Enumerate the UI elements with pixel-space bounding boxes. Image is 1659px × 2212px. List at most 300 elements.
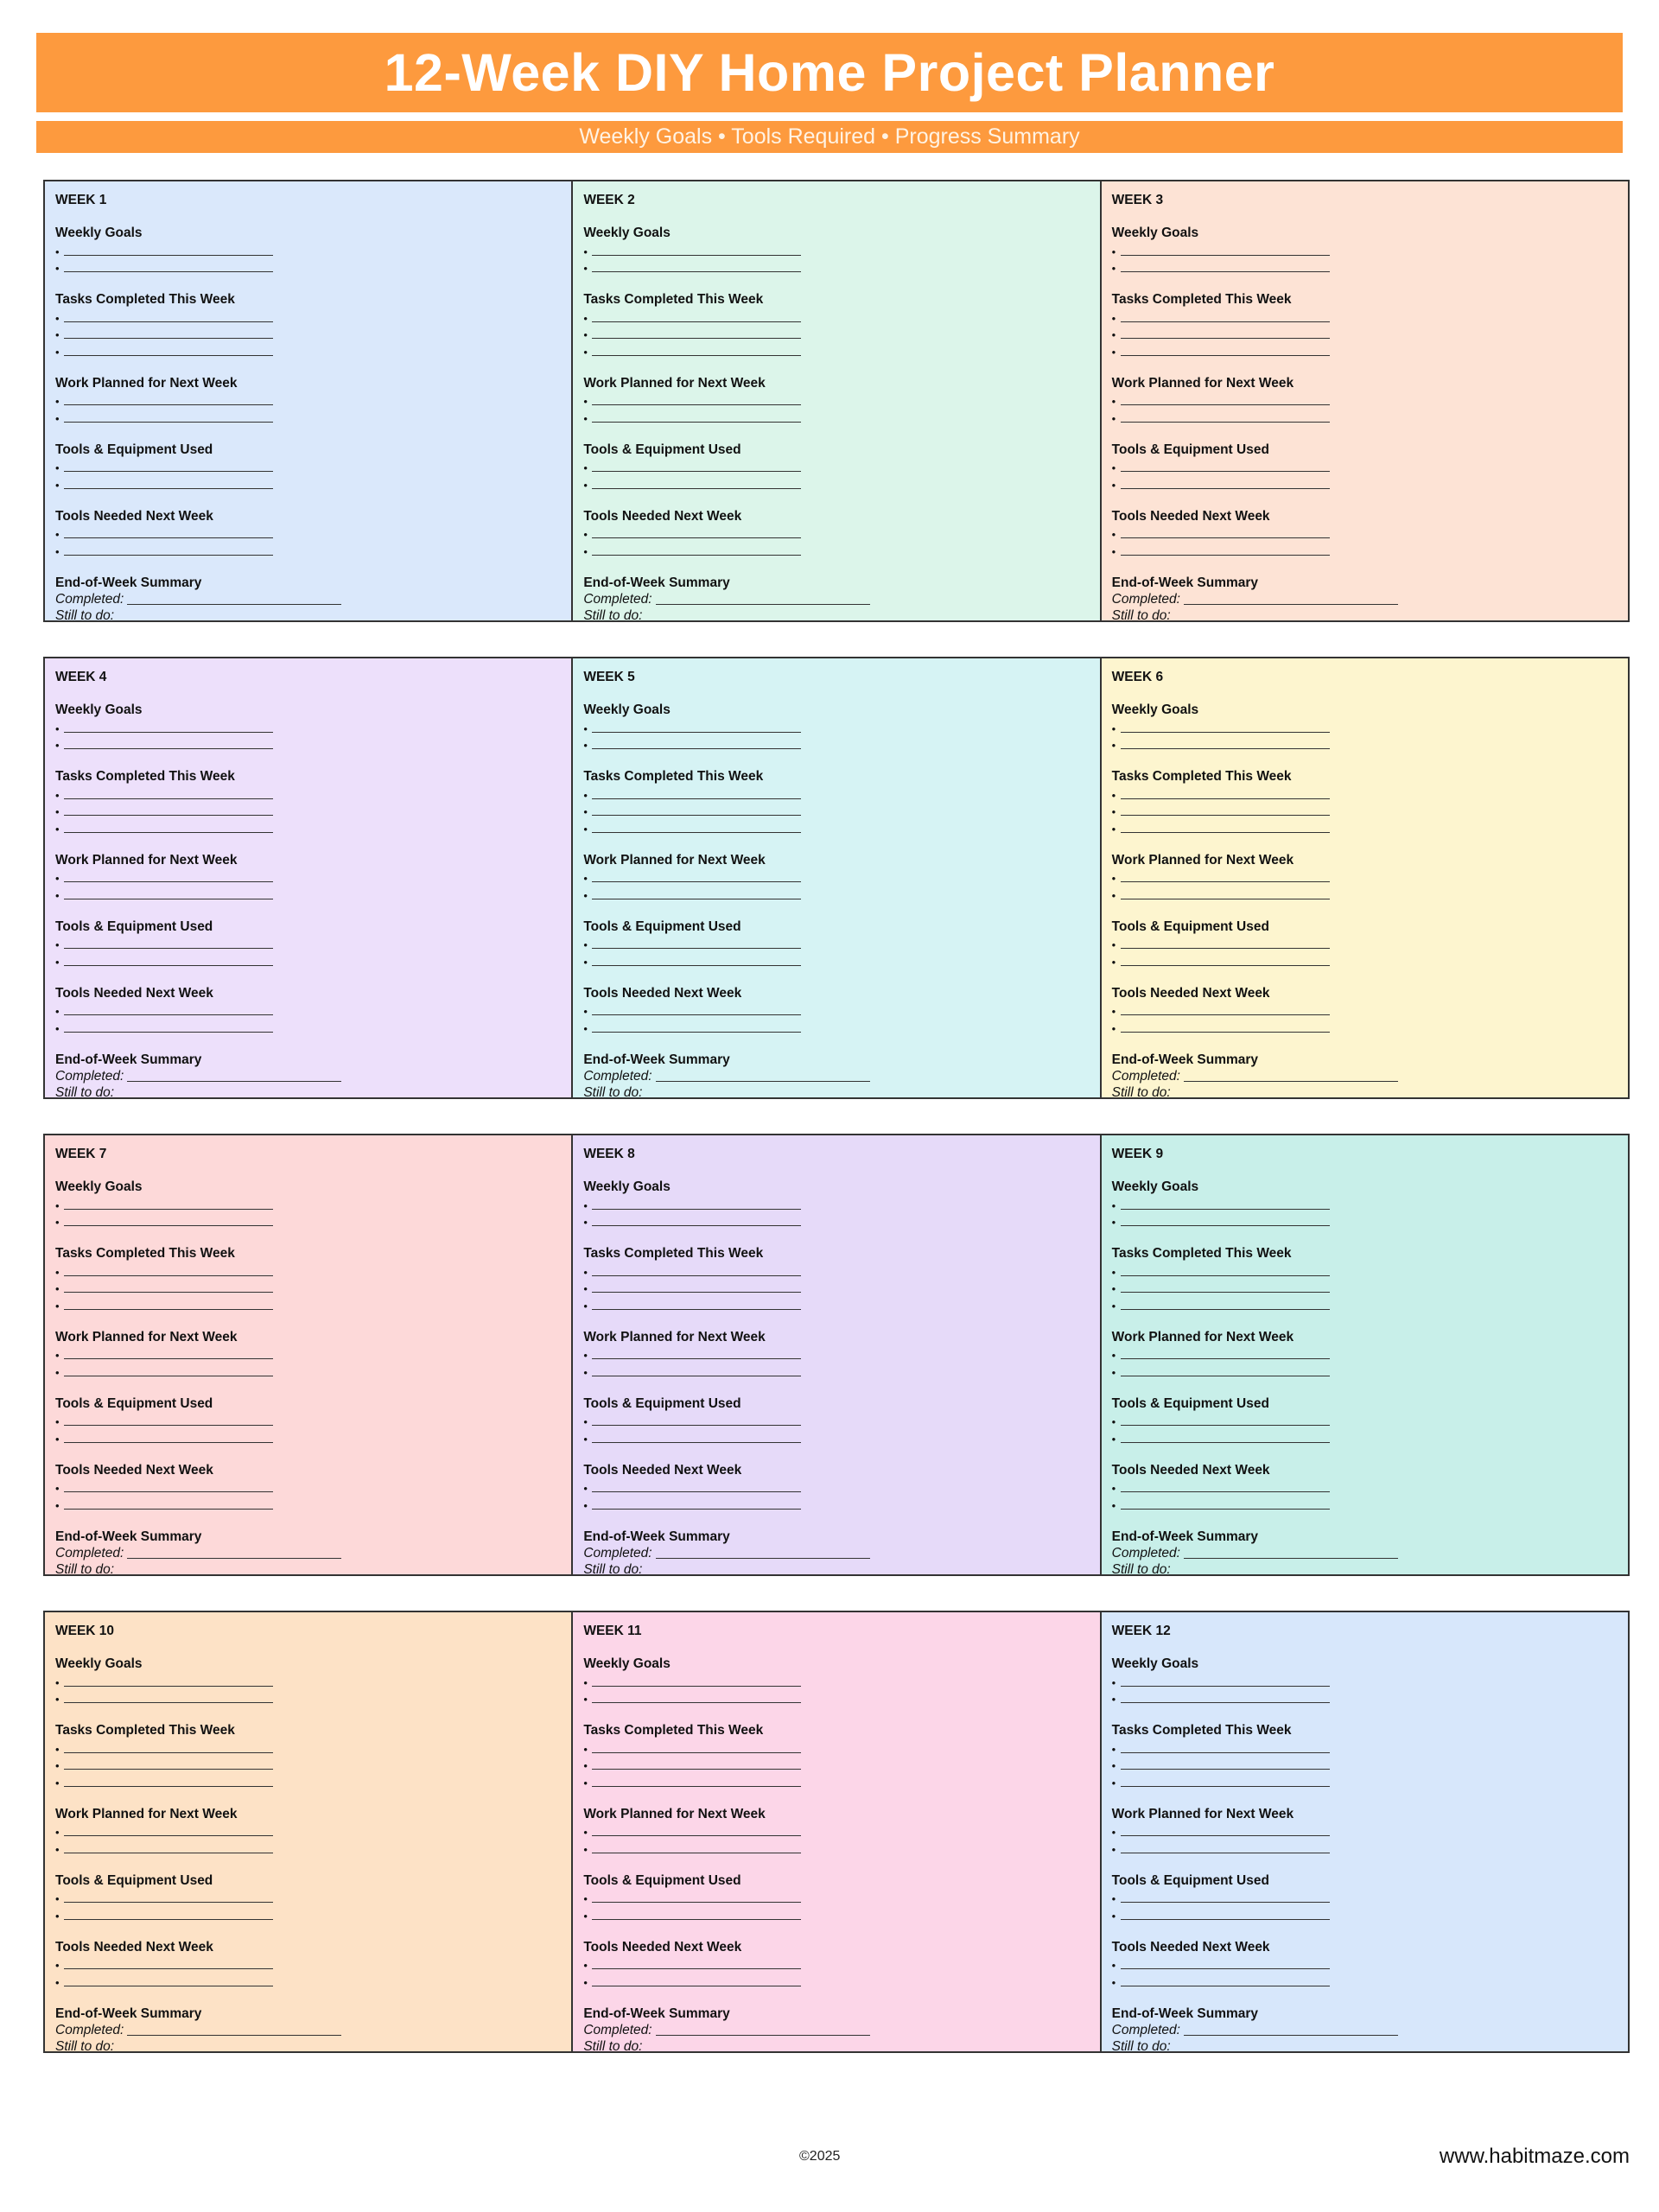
still-to-do-write-in[interactable] xyxy=(1174,1088,1385,1098)
blank-line[interactable] xyxy=(583,1279,1089,1296)
blank-line[interactable] xyxy=(1112,391,1618,409)
write-in-line[interactable] xyxy=(592,1675,801,1687)
blank-line[interactable] xyxy=(583,524,1089,542)
write-in-line[interactable] xyxy=(1121,1365,1330,1376)
write-in-line[interactable] xyxy=(64,1265,273,1276)
blank-line[interactable] xyxy=(1112,325,1618,342)
write-in-line[interactable] xyxy=(1121,788,1330,799)
write-in-line[interactable] xyxy=(64,1825,273,1836)
completed-line[interactable] xyxy=(583,2022,1089,2039)
blank-line[interactable] xyxy=(1112,802,1618,819)
write-in-line[interactable] xyxy=(592,1004,801,1015)
write-in-line[interactable] xyxy=(64,1021,273,1033)
blank-line[interactable] xyxy=(55,1772,561,1789)
still-to-do-write-in[interactable] xyxy=(1174,2042,1385,2052)
blank-line[interactable] xyxy=(583,1478,1089,1496)
still-to-do-line[interactable] xyxy=(583,1561,1089,1574)
blank-line[interactable] xyxy=(583,1889,1089,1906)
blank-line[interactable] xyxy=(55,1262,561,1279)
blank-line[interactable] xyxy=(583,1672,1089,1689)
write-in-line[interactable] xyxy=(1121,721,1330,733)
write-in-line[interactable] xyxy=(1121,1265,1330,1276)
write-in-line[interactable] xyxy=(592,871,801,882)
blank-line[interactable] xyxy=(583,1001,1089,1019)
still-to-do-line[interactable] xyxy=(55,1084,561,1097)
write-in-line[interactable] xyxy=(1121,1021,1330,1033)
blank-line[interactable] xyxy=(1112,474,1618,492)
completed-write-in[interactable] xyxy=(656,1071,870,1082)
write-in-line[interactable] xyxy=(592,1742,801,1753)
still-to-do-write-in[interactable] xyxy=(118,1565,328,1575)
blank-line[interactable] xyxy=(55,1295,561,1313)
still-to-do-write-in[interactable] xyxy=(1174,611,1385,621)
blank-line[interactable] xyxy=(583,1262,1089,1279)
blank-line[interactable] xyxy=(583,1428,1089,1446)
blank-line[interactable] xyxy=(1112,1412,1618,1429)
blank-line[interactable] xyxy=(583,1822,1089,1840)
blank-line[interactable] xyxy=(1112,1295,1618,1313)
write-in-line[interactable] xyxy=(1121,394,1330,405)
completed-line[interactable] xyxy=(55,591,561,608)
blank-line[interactable] xyxy=(583,1689,1089,1707)
blank-line[interactable] xyxy=(55,735,561,753)
write-in-line[interactable] xyxy=(64,478,273,489)
write-in-line[interactable] xyxy=(1121,1281,1330,1293)
blank-line[interactable] xyxy=(55,308,561,325)
write-in-line[interactable] xyxy=(592,1692,801,1703)
write-in-line[interactable] xyxy=(592,938,801,949)
blank-line[interactable] xyxy=(583,1955,1089,1973)
blank-line[interactable] xyxy=(55,1756,561,1773)
blank-line[interactable] xyxy=(1112,1495,1618,1512)
write-in-line[interactable] xyxy=(64,1198,273,1210)
blank-line[interactable] xyxy=(55,951,561,969)
completed-write-in[interactable] xyxy=(127,2024,341,2036)
blank-line[interactable] xyxy=(1112,718,1618,735)
write-in-line[interactable] xyxy=(1121,261,1330,272)
write-in-line[interactable] xyxy=(592,1758,801,1770)
blank-line[interactable] xyxy=(55,1738,561,1756)
blank-line[interactable] xyxy=(55,408,561,425)
write-in-line[interactable] xyxy=(1121,1215,1330,1226)
write-in-line[interactable] xyxy=(64,1958,273,1969)
blank-line[interactable] xyxy=(1112,1262,1618,1279)
completed-write-in[interactable] xyxy=(127,1071,341,1082)
write-in-line[interactable] xyxy=(64,245,273,256)
blank-line[interactable] xyxy=(583,1412,1089,1429)
blank-line[interactable] xyxy=(55,1495,561,1512)
blank-line[interactable] xyxy=(1112,341,1618,359)
write-in-line[interactable] xyxy=(1121,327,1330,339)
blank-line[interactable] xyxy=(1112,1889,1618,1906)
blank-line[interactable] xyxy=(583,1345,1089,1363)
completed-write-in[interactable] xyxy=(127,594,341,605)
write-in-line[interactable] xyxy=(1121,411,1330,423)
blank-line[interactable] xyxy=(55,391,561,409)
blank-line[interactable] xyxy=(583,474,1089,492)
still-to-do-line[interactable] xyxy=(55,1561,561,1574)
blank-line[interactable] xyxy=(1112,1905,1618,1923)
blank-line[interactable] xyxy=(1112,1772,1618,1789)
blank-line[interactable] xyxy=(583,935,1089,952)
write-in-line[interactable] xyxy=(1121,311,1330,322)
write-in-line[interactable] xyxy=(592,1198,801,1210)
blank-line[interactable] xyxy=(55,885,561,902)
blank-line[interactable] xyxy=(583,241,1089,258)
write-in-line[interactable] xyxy=(592,527,801,538)
write-in-line[interactable] xyxy=(592,1958,801,1969)
blank-line[interactable] xyxy=(583,308,1089,325)
write-in-line[interactable] xyxy=(592,461,801,472)
still-to-do-write-in[interactable] xyxy=(645,2042,856,2052)
write-in-line[interactable] xyxy=(592,804,801,816)
write-in-line[interactable] xyxy=(592,544,801,556)
blank-line[interactable] xyxy=(1112,885,1618,902)
blank-line[interactable] xyxy=(583,718,1089,735)
blank-line[interactable] xyxy=(55,1672,561,1689)
completed-line[interactable] xyxy=(1112,1545,1618,1562)
write-in-line[interactable] xyxy=(1121,1758,1330,1770)
blank-line[interactable] xyxy=(583,1295,1089,1313)
write-in-line[interactable] xyxy=(1121,1432,1330,1443)
write-in-line[interactable] xyxy=(64,394,273,405)
write-in-line[interactable] xyxy=(1121,1842,1330,1853)
write-in-line[interactable] xyxy=(592,1414,801,1426)
blank-line[interactable] xyxy=(55,1478,561,1496)
completed-line[interactable] xyxy=(55,2022,561,2039)
blank-line[interactable] xyxy=(583,1905,1089,1923)
blank-line[interactable] xyxy=(1112,1839,1618,1856)
write-in-line[interactable] xyxy=(592,345,801,356)
blank-line[interactable] xyxy=(55,524,561,542)
blank-line[interactable] xyxy=(55,1839,561,1856)
completed-line[interactable] xyxy=(1112,1068,1618,1085)
blank-line[interactable] xyxy=(55,802,561,819)
write-in-line[interactable] xyxy=(592,721,801,733)
write-in-line[interactable] xyxy=(592,1891,801,1903)
still-to-do-line[interactable] xyxy=(55,607,561,620)
write-in-line[interactable] xyxy=(1121,1776,1330,1787)
write-in-line[interactable] xyxy=(592,1021,801,1033)
blank-line[interactable] xyxy=(55,935,561,952)
blank-line[interactable] xyxy=(583,1756,1089,1773)
write-in-line[interactable] xyxy=(64,888,273,899)
blank-line[interactable] xyxy=(1112,1738,1618,1756)
still-to-do-line[interactable] xyxy=(1112,607,1618,620)
blank-line[interactable] xyxy=(55,1001,561,1019)
write-in-line[interactable] xyxy=(1121,1481,1330,1492)
blank-line[interactable] xyxy=(583,1839,1089,1856)
blank-line[interactable] xyxy=(1112,458,1618,475)
write-in-line[interactable] xyxy=(1121,461,1330,472)
write-in-line[interactable] xyxy=(64,1909,273,1920)
write-in-line[interactable] xyxy=(64,804,273,816)
blank-line[interactable] xyxy=(583,341,1089,359)
write-in-line[interactable] xyxy=(1121,1498,1330,1510)
blank-line[interactable] xyxy=(583,1738,1089,1756)
still-to-do-line[interactable] xyxy=(1112,2038,1618,2051)
blank-line[interactable] xyxy=(55,258,561,276)
blank-line[interactable] xyxy=(55,1689,561,1707)
write-in-line[interactable] xyxy=(64,938,273,949)
blank-line[interactable] xyxy=(55,868,561,886)
still-to-do-write-in[interactable] xyxy=(118,1088,328,1098)
still-to-do-write-in[interactable] xyxy=(645,1088,856,1098)
still-to-do-line[interactable] xyxy=(583,2038,1089,2051)
write-in-line[interactable] xyxy=(64,1498,273,1510)
write-in-line[interactable] xyxy=(1121,738,1330,749)
blank-line[interactable] xyxy=(1112,868,1618,886)
blank-line[interactable] xyxy=(1112,1478,1618,1496)
write-in-line[interactable] xyxy=(592,1975,801,1986)
completed-line[interactable] xyxy=(1112,591,1618,608)
completed-line[interactable] xyxy=(583,1068,1089,1085)
write-in-line[interactable] xyxy=(1121,1958,1330,1969)
blank-line[interactable] xyxy=(55,458,561,475)
blank-line[interactable] xyxy=(1112,258,1618,276)
blank-line[interactable] xyxy=(1112,241,1618,258)
write-in-line[interactable] xyxy=(592,1498,801,1510)
completed-write-in[interactable] xyxy=(1184,1548,1398,1559)
write-in-line[interactable] xyxy=(1121,345,1330,356)
completed-line[interactable] xyxy=(55,1545,561,1562)
write-in-line[interactable] xyxy=(64,1742,273,1753)
blank-line[interactable] xyxy=(55,341,561,359)
blank-line[interactable] xyxy=(1112,1822,1618,1840)
blank-line[interactable] xyxy=(583,1972,1089,1989)
write-in-line[interactable] xyxy=(1121,1299,1330,1310)
blank-line[interactable] xyxy=(583,951,1089,969)
blank-line[interactable] xyxy=(583,391,1089,409)
write-in-line[interactable] xyxy=(592,394,801,405)
write-in-line[interactable] xyxy=(592,1281,801,1293)
blank-line[interactable] xyxy=(583,1362,1089,1379)
write-in-line[interactable] xyxy=(64,1414,273,1426)
write-in-line[interactable] xyxy=(64,1891,273,1903)
blank-line[interactable] xyxy=(583,408,1089,425)
write-in-line[interactable] xyxy=(64,1975,273,1986)
completed-write-in[interactable] xyxy=(1184,2024,1398,2036)
blank-line[interactable] xyxy=(583,1495,1089,1512)
write-in-line[interactable] xyxy=(592,478,801,489)
completed-write-in[interactable] xyxy=(1184,594,1398,605)
write-in-line[interactable] xyxy=(64,822,273,833)
blank-line[interactable] xyxy=(583,735,1089,753)
write-in-line[interactable] xyxy=(64,1432,273,1443)
completed-line[interactable] xyxy=(1112,2022,1618,2039)
blank-line[interactable] xyxy=(55,1362,561,1379)
write-in-line[interactable] xyxy=(64,261,273,272)
write-in-line[interactable] xyxy=(64,1692,273,1703)
write-in-line[interactable] xyxy=(1121,1414,1330,1426)
blank-line[interactable] xyxy=(583,802,1089,819)
still-to-do-line[interactable] xyxy=(1112,1084,1618,1097)
write-in-line[interactable] xyxy=(592,1215,801,1226)
blank-line[interactable] xyxy=(55,541,561,558)
write-in-line[interactable] xyxy=(592,1909,801,1920)
blank-line[interactable] xyxy=(55,1279,561,1296)
blank-line[interactable] xyxy=(583,1018,1089,1035)
blank-line[interactable] xyxy=(583,868,1089,886)
write-in-line[interactable] xyxy=(592,955,801,966)
write-in-line[interactable] xyxy=(1121,478,1330,489)
write-in-line[interactable] xyxy=(64,1004,273,1015)
blank-line[interactable] xyxy=(1112,524,1618,542)
completed-line[interactable] xyxy=(583,591,1089,608)
still-to-do-line[interactable] xyxy=(583,1084,1089,1097)
blank-line[interactable] xyxy=(55,1972,561,1989)
write-in-line[interactable] xyxy=(64,345,273,356)
blank-line[interactable] xyxy=(583,325,1089,342)
write-in-line[interactable] xyxy=(1121,1675,1330,1687)
blank-line[interactable] xyxy=(583,1772,1089,1789)
blank-line[interactable] xyxy=(1112,1362,1618,1379)
still-to-do-write-in[interactable] xyxy=(118,611,328,621)
blank-line[interactable] xyxy=(583,818,1089,836)
still-to-do-write-in[interactable] xyxy=(645,1565,856,1575)
blank-line[interactable] xyxy=(55,1412,561,1429)
write-in-line[interactable] xyxy=(592,1432,801,1443)
blank-line[interactable] xyxy=(1112,935,1618,952)
write-in-line[interactable] xyxy=(592,1348,801,1359)
blank-line[interactable] xyxy=(1112,1972,1618,1989)
write-in-line[interactable] xyxy=(64,527,273,538)
completed-write-in[interactable] xyxy=(127,1548,341,1559)
blank-line[interactable] xyxy=(1112,1428,1618,1446)
write-in-line[interactable] xyxy=(1121,1198,1330,1210)
write-in-line[interactable] xyxy=(64,1481,273,1492)
write-in-line[interactable] xyxy=(592,261,801,272)
write-in-line[interactable] xyxy=(1121,1692,1330,1703)
blank-line[interactable] xyxy=(1112,1018,1618,1035)
blank-line[interactable] xyxy=(1112,1195,1618,1212)
blank-line[interactable] xyxy=(55,1822,561,1840)
blank-line[interactable] xyxy=(583,1212,1089,1230)
write-in-line[interactable] xyxy=(64,1842,273,1853)
blank-line[interactable] xyxy=(1112,408,1618,425)
write-in-line[interactable] xyxy=(64,1776,273,1787)
blank-line[interactable] xyxy=(55,1018,561,1035)
write-in-line[interactable] xyxy=(64,1281,273,1293)
blank-line[interactable] xyxy=(1112,1345,1618,1363)
blank-line[interactable] xyxy=(55,1195,561,1212)
write-in-line[interactable] xyxy=(1121,1004,1330,1015)
blank-line[interactable] xyxy=(1112,785,1618,802)
write-in-line[interactable] xyxy=(592,327,801,339)
write-in-line[interactable] xyxy=(1121,1348,1330,1359)
write-in-line[interactable] xyxy=(1121,544,1330,556)
write-in-line[interactable] xyxy=(1121,871,1330,882)
write-in-line[interactable] xyxy=(592,1265,801,1276)
still-to-do-line[interactable] xyxy=(1112,1561,1618,1574)
blank-line[interactable] xyxy=(55,718,561,735)
write-in-line[interactable] xyxy=(592,1776,801,1787)
write-in-line[interactable] xyxy=(1121,527,1330,538)
write-in-line[interactable] xyxy=(64,327,273,339)
write-in-line[interactable] xyxy=(1121,1909,1330,1920)
blank-line[interactable] xyxy=(55,325,561,342)
write-in-line[interactable] xyxy=(64,738,273,749)
write-in-line[interactable] xyxy=(1121,1742,1330,1753)
still-to-do-line[interactable] xyxy=(55,2038,561,2051)
write-in-line[interactable] xyxy=(64,1365,273,1376)
write-in-line[interactable] xyxy=(1121,822,1330,833)
blank-line[interactable] xyxy=(1112,541,1618,558)
still-to-do-write-in[interactable] xyxy=(1174,1565,1385,1575)
completed-line[interactable] xyxy=(55,1068,561,1085)
blank-line[interactable] xyxy=(1112,951,1618,969)
write-in-line[interactable] xyxy=(1121,1975,1330,1986)
still-to-do-write-in[interactable] xyxy=(118,2042,328,2052)
blank-line[interactable] xyxy=(583,785,1089,802)
blank-line[interactable] xyxy=(1112,735,1618,753)
blank-line[interactable] xyxy=(1112,1001,1618,1019)
write-in-line[interactable] xyxy=(64,1758,273,1770)
write-in-line[interactable] xyxy=(64,1215,273,1226)
blank-line[interactable] xyxy=(55,1428,561,1446)
blank-line[interactable] xyxy=(55,1905,561,1923)
completed-line[interactable] xyxy=(583,1545,1089,1562)
write-in-line[interactable] xyxy=(64,721,273,733)
blank-line[interactable] xyxy=(583,258,1089,276)
write-in-line[interactable] xyxy=(592,788,801,799)
write-in-line[interactable] xyxy=(592,1299,801,1310)
write-in-line[interactable] xyxy=(592,411,801,423)
blank-line[interactable] xyxy=(55,1345,561,1363)
blank-line[interactable] xyxy=(1112,308,1618,325)
write-in-line[interactable] xyxy=(592,1481,801,1492)
write-in-line[interactable] xyxy=(592,1825,801,1836)
blank-line[interactable] xyxy=(583,1195,1089,1212)
write-in-line[interactable] xyxy=(1121,245,1330,256)
completed-write-in[interactable] xyxy=(656,1548,870,1559)
blank-line[interactable] xyxy=(1112,1756,1618,1773)
write-in-line[interactable] xyxy=(1121,804,1330,816)
write-in-line[interactable] xyxy=(64,461,273,472)
blank-line[interactable] xyxy=(55,1212,561,1230)
completed-write-in[interactable] xyxy=(656,594,870,605)
blank-line[interactable] xyxy=(583,541,1089,558)
write-in-line[interactable] xyxy=(1121,888,1330,899)
write-in-line[interactable] xyxy=(592,738,801,749)
blank-line[interactable] xyxy=(55,1889,561,1906)
write-in-line[interactable] xyxy=(64,955,273,966)
write-in-line[interactable] xyxy=(592,822,801,833)
blank-line[interactable] xyxy=(55,818,561,836)
still-to-do-write-in[interactable] xyxy=(645,611,856,621)
write-in-line[interactable] xyxy=(64,311,273,322)
blank-line[interactable] xyxy=(55,474,561,492)
write-in-line[interactable] xyxy=(64,1675,273,1687)
write-in-line[interactable] xyxy=(592,1842,801,1853)
blank-line[interactable] xyxy=(1112,1689,1618,1707)
write-in-line[interactable] xyxy=(64,1299,273,1310)
write-in-line[interactable] xyxy=(592,888,801,899)
blank-line[interactable] xyxy=(1112,818,1618,836)
blank-line[interactable] xyxy=(1112,1212,1618,1230)
write-in-line[interactable] xyxy=(592,311,801,322)
write-in-line[interactable] xyxy=(64,544,273,556)
blank-line[interactable] xyxy=(1112,1955,1618,1973)
blank-line[interactable] xyxy=(55,241,561,258)
completed-write-in[interactable] xyxy=(1184,1071,1398,1082)
write-in-line[interactable] xyxy=(592,245,801,256)
write-in-line[interactable] xyxy=(1121,1825,1330,1836)
blank-line[interactable] xyxy=(55,1955,561,1973)
blank-line[interactable] xyxy=(1112,1279,1618,1296)
blank-line[interactable] xyxy=(55,785,561,802)
write-in-line[interactable] xyxy=(1121,1891,1330,1903)
